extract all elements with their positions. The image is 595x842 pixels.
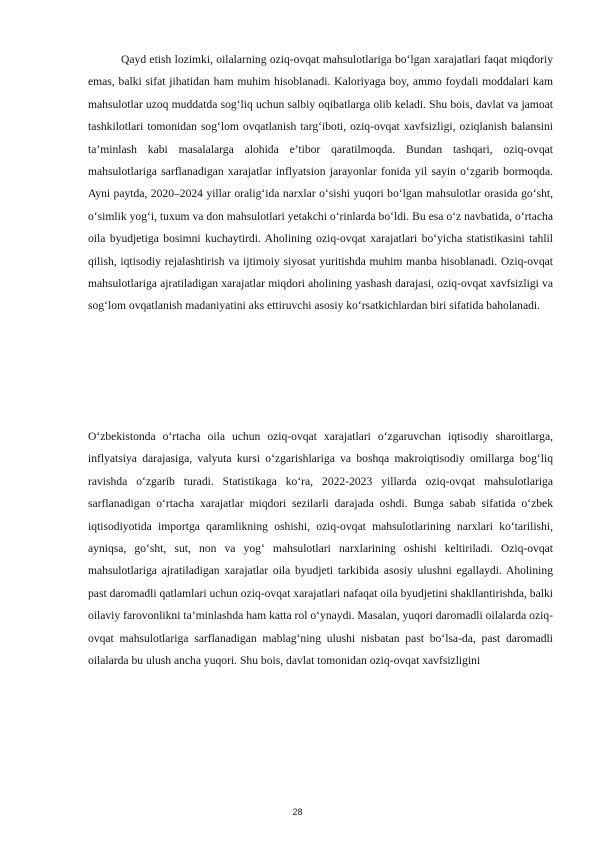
body-paragraph-2: O‘zbekistonda o‘rtacha oila uchun oziq-ovqat xarajatlari o‘zgaruvchan iqtisodiy sharoitlarga, inflyatsiya darajasiga, valyuta kursi o‘zgarishlariga va boshqa makroiqtisodiy omillarga bog‘liq ravishda o‘zgarib turadi. Statistikaga ko‘ra, 2022-2023 yillarda oziq-ovqat mahsulotlariga sarflanadigan o‘rtacha xarajatlar miqdori sezilarli darajada oshdi. Bunga sabab sifatida o‘zbek iqtisodiyotida importga qaramlikning oshishi, oziq-ovqat mahsulotlarining narxlari ko‘tarilishi, ayniqsa, go‘sht, sut, non va yog‘ mahsulotlari narxlarining oshishi keltiriladi. Oziq-ovqat mahsulotlariga ajratiladigan xarajatlar oila byudjeti tarkibida asosiy ulushni egallaydi. Aholining past daromadli qatlamlari uchun oziq-ovqat xarajatlari nafaqat oila byudjetini shakllantirishda, balki oilaviy farovonlikni ta’minlashda ham katta rol o‘ynaydi. Masalan, yuqori daromadli oilalarda oziq-ovqat mahsulotlariga sarflanadigan mablag‘ning ulushi nisbatan past bo‘lsa-da, past daromadli oilalarda bu ulush ancha yuqori. Shu bois, davlat tomonidan oziq-ovqat xavfsizligini [88, 430, 553, 668]
page-number: 28 [292, 807, 303, 817]
body-paragraph-1: Qayd etish lozimki, oilalarning oziq-ovqat mahsulotlariga bo‘lgan xarajatlari faqat miqdoriy emas, balki sifat jihatidan ham muhim hisoblanadi. Kaloriyaga boy, ammo foydali moddalari kam mahsulotlar uzoq muddatda sog‘liq uchun salbiy oqibatlarga olib keladi. Shu bois, davlat va jamoat tashkilotlari tomonidan sog‘lom ovqatlanish targ‘iboti, oziq-ovqat xavfsizligi, oziqlanish balansini ta’minlash kabi masalalarga alohida e’tibor qaratilmoqda. Bundan tashqari, oziq-ovqat mahsulotlariga sarflanadigan xarajatlar inflyatsion jarayonlar fonida yil sayin o‘zgarib bormoqda. Ayni paytda, 2020–2024 yillar oralig‘ida narxlar o‘sishi yuqori bo‘lgan mahsulotlar orasida go‘sht, o‘simlik yog‘i, tuxum va don mahsulotlari yetakchi o‘rinlarda bo‘ldi. Bu esa o‘z navbatida, o‘rtacha oila byudjetiga bosimni kuchaytirdi. Aholining oziq-ovqat xarajatlari bo‘yicha statistikasini tahlil qilish, iqtisodiy rejalashtirish va ijtimoiy siyosat yuritishda muhim manba hisoblanadi. Oziq-ovqat mahsulotlariga ajratiladigan xarajatlar miqdori aholining yashash darajasi, oziq-ovqat xavfsizligi va sog‘lom ovqatlanish madaniyatini aks ettiruvchi asosiy ko‘rsatkichlardan biri sifatida baholanadi. [88, 53, 553, 313]
